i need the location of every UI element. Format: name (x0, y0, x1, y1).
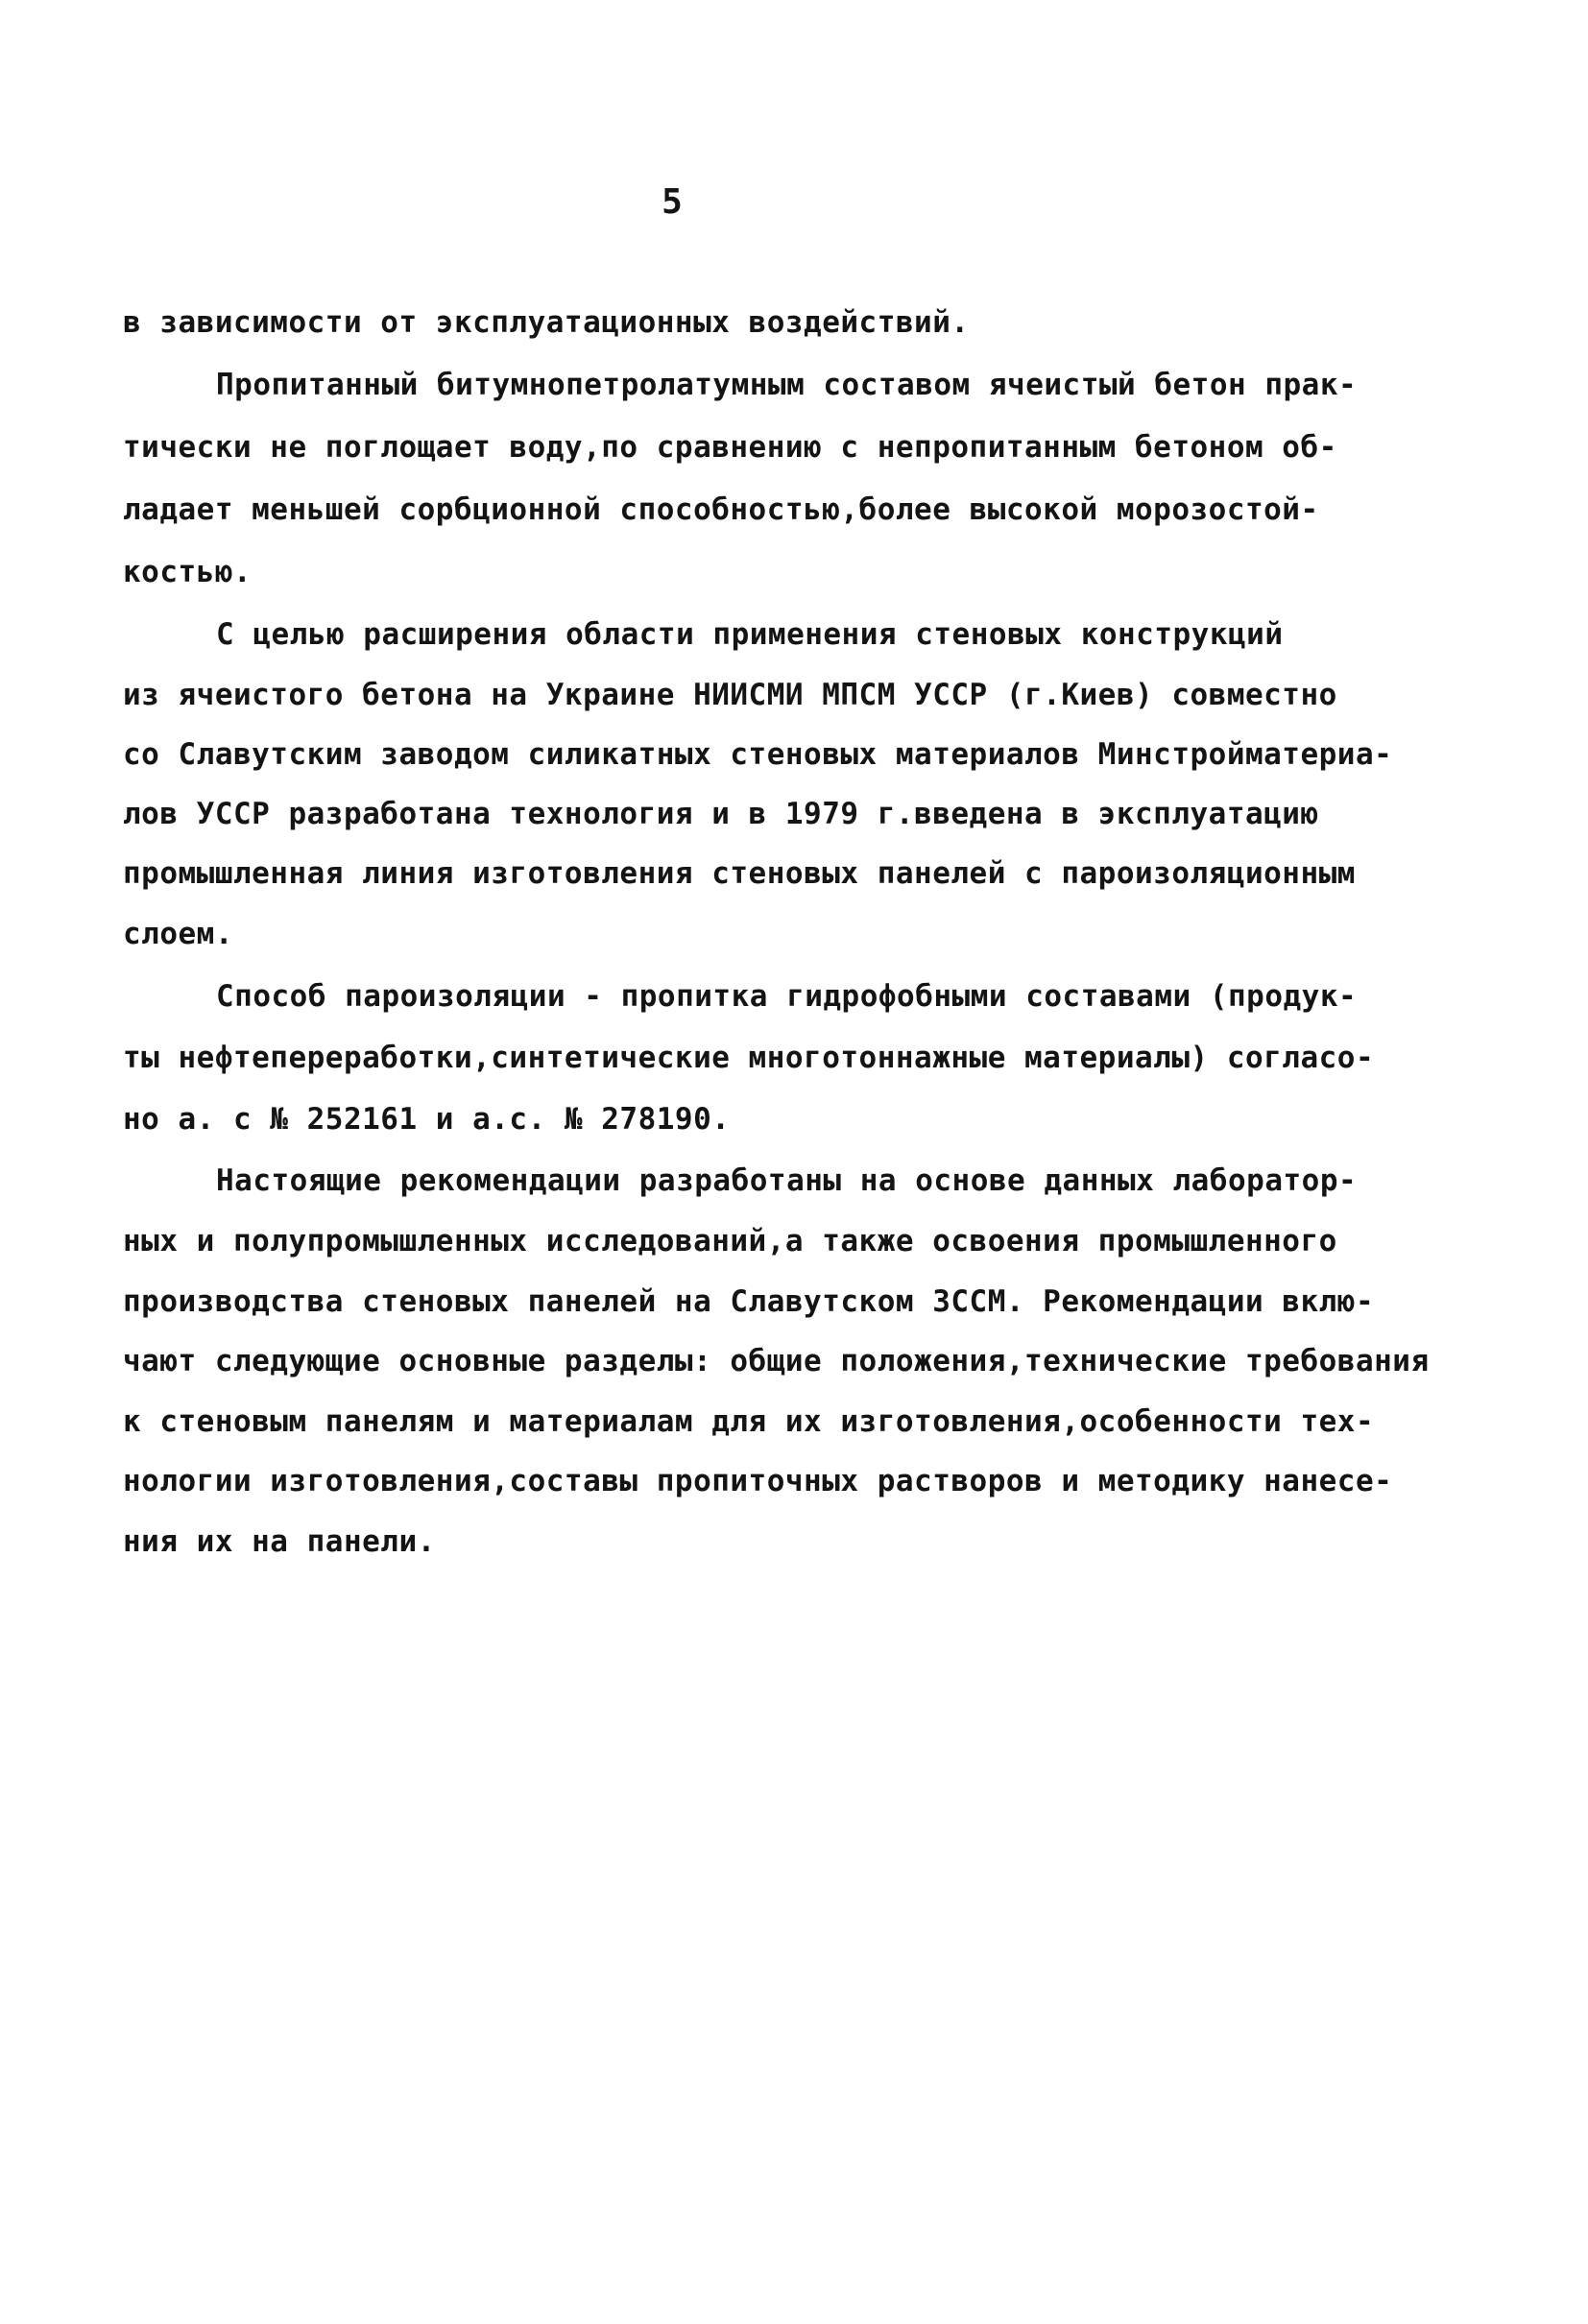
text-line: лов УССР разработана технология и в 1979 г.введена в эксплуатацию (123, 797, 1319, 831)
text-line: С целью расширения области применения стеновых конструкций (216, 617, 1284, 652)
text-line: Настоящие рекомендации разработаны на основе данных лаборатор- (216, 1163, 1358, 1198)
text-line: в зависимости от эксплуатационных воздействий. (123, 305, 970, 340)
text-line: к стеновым панелям и материалам для их изготовления,особенности тех- (123, 1404, 1375, 1439)
text-line: слоем. (123, 917, 233, 951)
text-line: но а. с № 252161 и а.с. № 278190. (123, 1102, 731, 1137)
text-line: ты нефтепереработки,синтетические многотоннажные материалы) согласо- (123, 1041, 1375, 1075)
text-line: ния их на панели. (123, 1524, 436, 1559)
text-line: ных и полупромышленных исследований,а также освоения промышленного (123, 1224, 1337, 1258)
text-line: из ячеистого бетона на Украине НИИСМИ МПСМ УССР (г.Киев) совместно (123, 678, 1337, 712)
text-line: костью. (123, 555, 253, 589)
text-line: производства стеновых панелей на Славутском ЗССМ. Рекомендации вклю- (123, 1284, 1375, 1319)
text-line: тически не поглощает воду,по сравнению с непропитанным бетоном об- (123, 430, 1337, 465)
text-line: Способ пароизоляции - пропитка гидрофобными составами (продук- (216, 979, 1358, 1014)
text-line: со Славутским заводом силикатных стеновых материалов Минстройматериа- (123, 737, 1393, 772)
text-line: ладает меньшей сорбционной способностью,более высокой морозостой- (123, 492, 1319, 527)
page-number: 5 (662, 182, 683, 222)
text-line: промышленная линия изготовления стеновых панелей с пароизоляционным (123, 856, 1356, 891)
text-line: чают следующие основные разделы: общие положения,технические требования (123, 1344, 1430, 1378)
text-line: нологии изготовления,составы пропиточных растворов и методику нанесе- (123, 1464, 1393, 1498)
text-line: Пропитанный битумнопетролатумным составом ячеистый бетон прак- (216, 368, 1358, 402)
